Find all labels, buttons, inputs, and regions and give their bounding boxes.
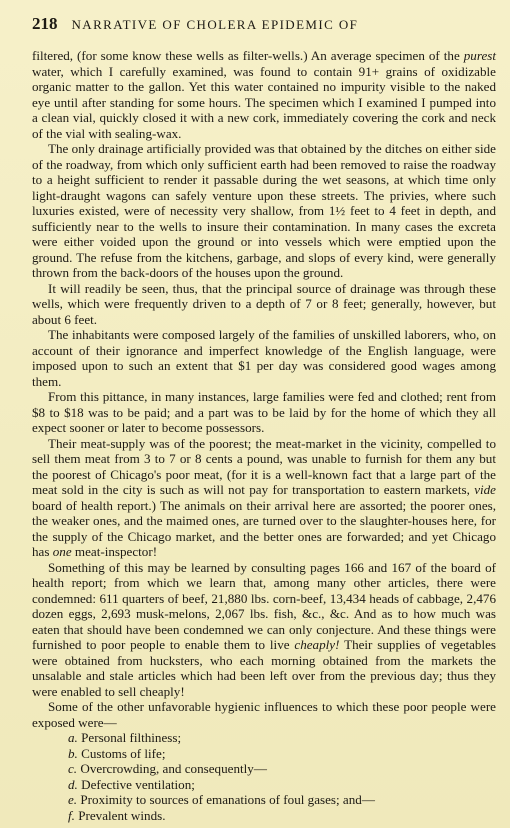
paragraph (32, 141, 496, 281)
list-text: Customs of life; (81, 745, 166, 761)
text-run: Their supplies of vegetables were obtained from hucksters, who each morning obtained from the markets the unsalable and stale articles which had been left over from the previous day; thus they were enabled to sell cheaply! (32, 637, 497, 699)
list-item (32, 792, 496, 808)
italic-text: cheaply! (294, 637, 340, 652)
list-text: Proximity to sources of emanations of foul gases; and— (80, 792, 375, 807)
list-letter: e. (68, 792, 78, 807)
text-run: Some of the other unfavorable hygienic influences to which these poor people were exposed were— (32, 699, 496, 730)
list-item (32, 730, 496, 746)
body-text (32, 48, 496, 823)
list-text: Prevalent winds. (78, 807, 166, 823)
list-item (32, 808, 496, 824)
italic-text: purest (463, 48, 496, 63)
text-run: From this pittance, in many instances, large families were fed and clothed; rent from $8 to $18 was to be paid; and a part was to be laid by for the home of which they all expect sooner or later to become possessors. (32, 389, 496, 435)
italic-text: one (52, 544, 72, 559)
text-run: The only drainage artificially provided was that obtained by the ditches on either side of the roadway, from which only sufficient earth had been removed to raise the roadway to a height sufficient to render it passable during the wet seasons, at which time only light-draught wagons can safely venture upon these streets. The privies, where such luxuries existed, were of necessity very shallow, from 1½ feet to 4 feet in depth, and sufficiently near to the wells to insure their contamination. In many cases the excreta were either voided upon the ground or into vessels which were emptied upon the ground. The refuse from the kitchens, garbage, and slops of every kind, were generally thrown from the back-doors of the houses upon the ground. (32, 141, 496, 280)
italic-text: vide (474, 482, 496, 497)
text-run: Something of this may be learned by consulting pages 166 and 167 of the board of health report; from which we learn that, among many other articles, there were condemned: 611 quarters of beef, 21,880 lbs. corn-beef, 13,434 heads of cabbage, 2,476 dozen eggs, 2,693 musk-melons, 2,067 lbs. fish, &c., &c. And as to how much was eaten that should have been condemned we can only conjecture. And these things were furnished to poor people to enable them to live (32, 559, 496, 652)
text-run: It will readily be seen, thus, that the principal source of drainage was through these wells, which were frequently driven to a depth of 7 or 8 feet; generally, however, but about 6 feet. (32, 280, 496, 327)
text-run: board of health report.) The animals on their arrival here are assorted; the poorer ones, the weaker ones, and the maimed ones, are turned over to the slaughter-houses here, for the supply of the Chicago market, and the better ones are forwarded; and yet Chicago has (32, 497, 496, 559)
running-head-title: NARRATIVE OF CHOLERA EPIDEMIC OF (71, 17, 359, 32)
list-text: Defective ventilation; (81, 776, 195, 792)
list-item (32, 761, 496, 777)
list-item (32, 777, 496, 793)
list-letter: c. (68, 761, 78, 776)
paragraph (32, 560, 496, 700)
paragraph (32, 436, 496, 560)
paragraph (32, 327, 496, 389)
text-run: Their meat-supply was of the poorest; the meat-market in the vicinity, compelled to sell them meat from 3 to 7 or 8 cents a pound, was unable to furnish for them any but the poorest of Chicago's poor meat, (for it is a well-known fact that a large part of the meat sold in the city is such as will not pay for transportation to eastern markets, (32, 435, 496, 497)
list-letter: d. (68, 776, 78, 792)
text-run: The inhabitants were composed largely of the families of unskilled laborers, who, on account of their ignorance and imperfect knowledge of the English language, were imposed upon to such an extent that $1 per day was considered good wages among them. (32, 327, 496, 389)
text-run: water, which I carefully examined, was found to contain 91+ grains of oxidizable organic matter to the gallon. Yet this water contained no impurity visible to the naked eye until after standing for some hours. The specimen which I examined I pumped into a clean vial, quickly closed it with a new cork, immediately covering the cork and neck of the vial with sealing-wax. (32, 63, 496, 141)
paragraph (32, 699, 496, 730)
text-run: meat-inspector! (71, 544, 158, 559)
list-text: Personal filthiness; (81, 730, 182, 745)
list-letter: b. (68, 745, 78, 761)
page-number: 218 (32, 14, 58, 33)
paragraph (32, 48, 496, 141)
paragraph (32, 281, 496, 328)
list-letter: f. (68, 807, 75, 823)
text-run: filtered, (for some know these wells as filter-wells.) An average specimen of the (32, 48, 464, 63)
paragraph (32, 389, 496, 436)
list-letter: a. (68, 730, 78, 745)
running-head (32, 14, 496, 36)
list-text: Overcrowding, and consequently— (80, 761, 267, 776)
list-item (32, 746, 496, 762)
